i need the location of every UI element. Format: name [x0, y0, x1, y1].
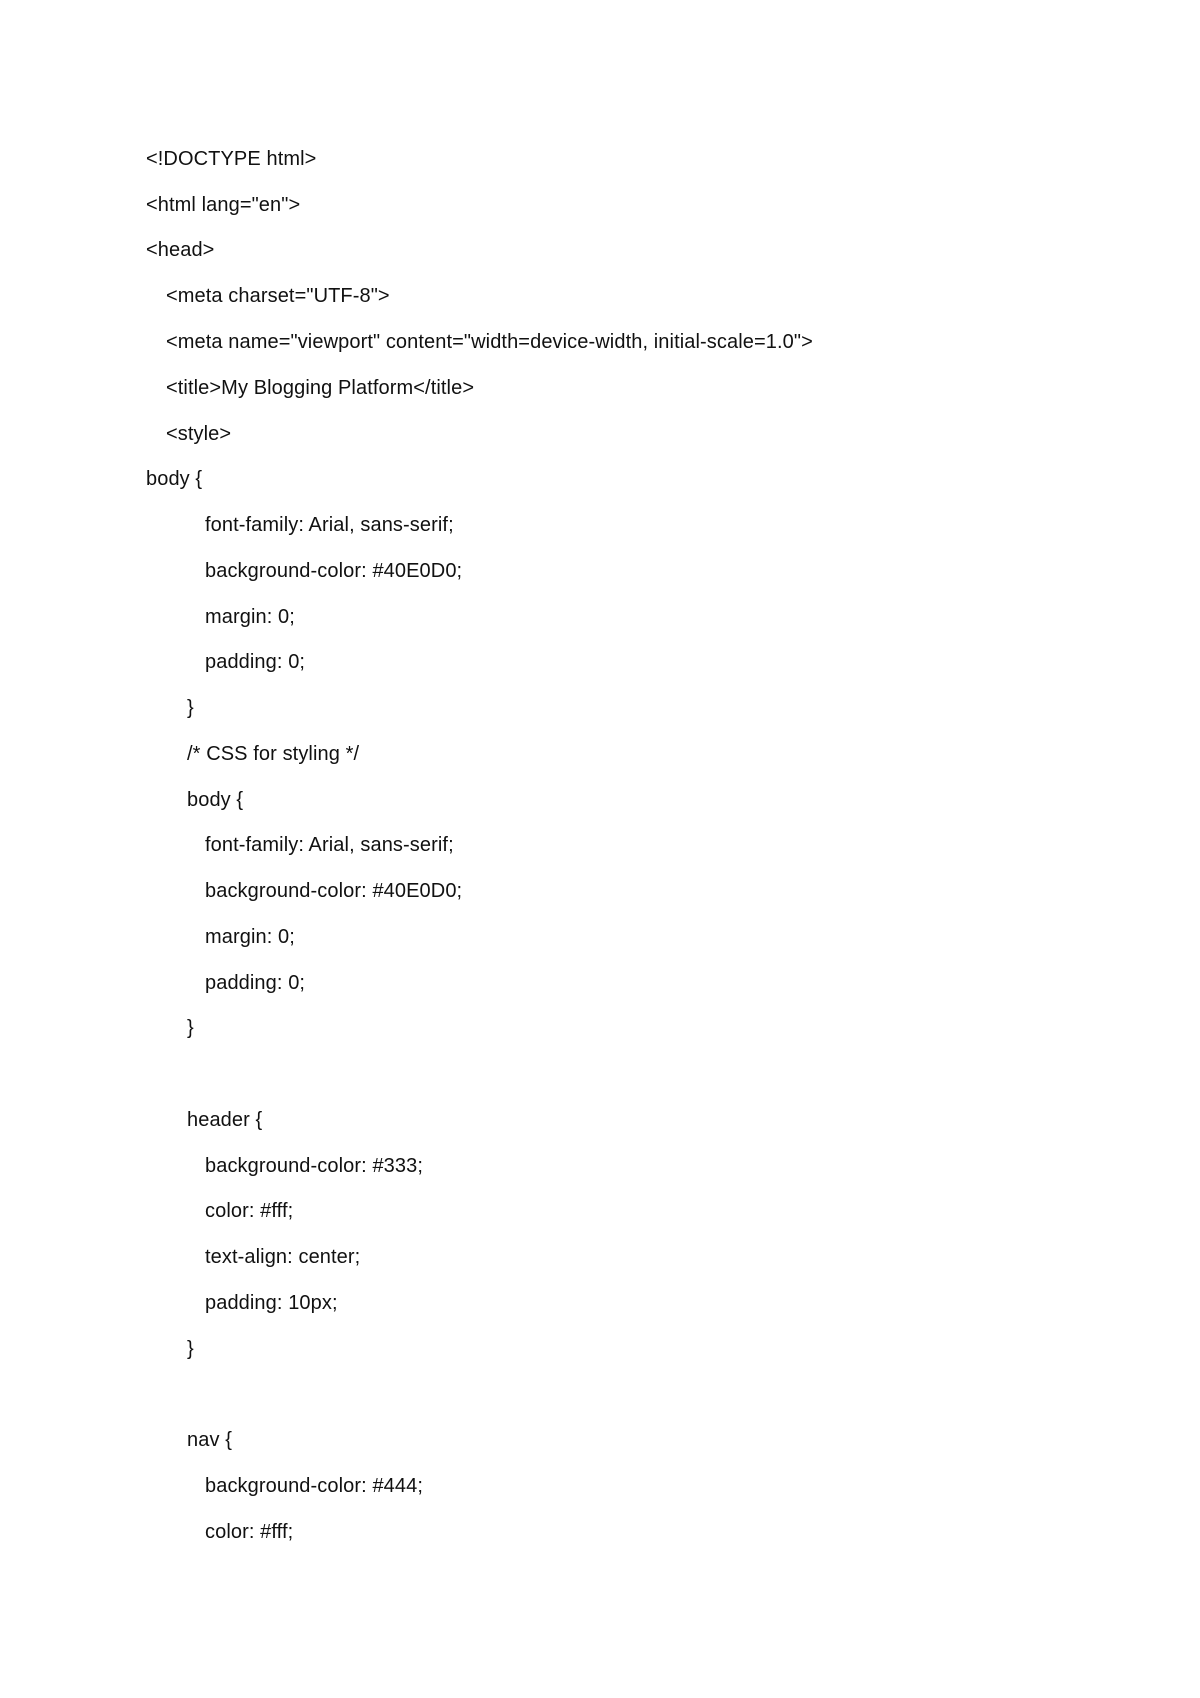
- code-line: padding: 0;: [205, 972, 306, 994]
- code-line: color: #fff;: [205, 1200, 294, 1222]
- code-line: }: [187, 1017, 194, 1039]
- code-line: background-color: #444;: [205, 1475, 423, 1497]
- code-line: text-align: center;: [205, 1246, 361, 1268]
- code-line: padding: 0;: [205, 651, 306, 673]
- code-line: color: #fff;: [205, 1521, 294, 1543]
- code-line: background-color: #40E0D0;: [205, 560, 463, 582]
- code-line: background-color: #40E0D0;: [205, 880, 463, 902]
- code-line: nav {: [187, 1429, 232, 1451]
- code-line: body {: [187, 789, 244, 811]
- code-line: <!DOCTYPE html>: [146, 148, 317, 170]
- code-line: background-color: #333;: [205, 1155, 423, 1177]
- code-line: }: [187, 1338, 194, 1360]
- code-line: }: [187, 697, 194, 719]
- code-line: /* CSS for styling */: [187, 743, 360, 765]
- code-line: <title>My Blogging Platform</title>: [166, 377, 475, 399]
- code-line: font-family: Arial, sans-serif;: [205, 834, 454, 856]
- code-line: <head>: [146, 239, 215, 261]
- code-line: <html lang="en">: [146, 194, 301, 216]
- code-line: <meta name="viewport" content="width=device-width, initial-scale=1.0">: [166, 331, 813, 353]
- code-line: padding: 10px;: [205, 1292, 338, 1314]
- code-line: <style>: [166, 423, 232, 445]
- code-line: body {: [146, 468, 203, 490]
- code-line: margin: 0;: [205, 606, 295, 628]
- code-line: font-family: Arial, sans-serif;: [205, 514, 454, 536]
- code-line: header {: [187, 1109, 263, 1131]
- code-line: <meta charset="UTF-8">: [166, 285, 390, 307]
- code-line: margin: 0;: [205, 926, 295, 948]
